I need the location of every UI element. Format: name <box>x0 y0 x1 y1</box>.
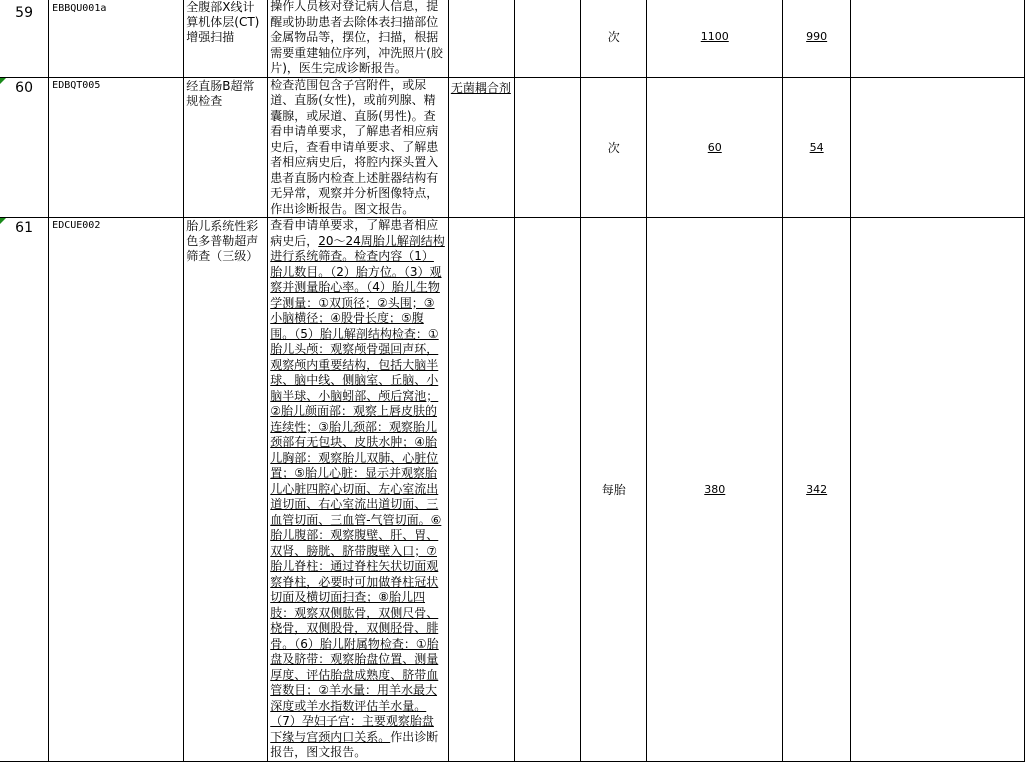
description-tail: 作出诊断报告，图文报告。 <box>270 729 439 759</box>
table-row[interactable] <box>0 218 1025 762</box>
empty-cell <box>851 0 1025 77</box>
item-code: EDBQT005 <box>49 77 184 218</box>
item-name: 胎儿系统性彩色多普勒超声筛查（三级） <box>184 218 268 762</box>
empty-cell <box>515 0 581 77</box>
empty-cell <box>851 218 1025 762</box>
item-description: 检查范围包含子宫附件，或尿道、直肠(女性)，或前列腺、精囊腺，或尿道、直肠(男性)。查看申请单要求，了解患者相应病史后，查看申请单要求、了解患者相应病史后，将腔内探头置入患者直肠内检查上述脏器结构有无异常，观察并分析图像特点，作出诊断报告。图文报告。 <box>268 77 449 218</box>
unit-cell: 每胎 <box>581 218 647 762</box>
item-code: EBBQU001a <box>49 0 184 77</box>
empty-cell <box>515 218 581 762</box>
row-number: 61 <box>0 218 49 762</box>
empty-cell <box>851 77 1025 218</box>
unit-cell: 次 <box>581 0 647 77</box>
excluded-content: 无菌耦合剂 <box>448 77 514 218</box>
price-discount-cell[interactable]: 342 <box>783 218 851 762</box>
table-row[interactable] <box>0 77 1025 218</box>
price-cell[interactable]: 60 <box>647 77 783 218</box>
item-name: 全腹部X线计算机体层(CT)增强扫描 <box>184 0 268 77</box>
unit-cell: 次 <box>581 77 647 218</box>
description-lead: 查看申请单要求，了解患者相应病史后， <box>270 218 439 248</box>
table-row[interactable] <box>0 0 1025 77</box>
item-description <box>268 218 449 762</box>
item-name: 经直肠B超常规检查 <box>184 77 268 218</box>
price-cell[interactable]: 1100 <box>647 0 783 77</box>
row-number: 60 <box>0 77 49 218</box>
row-number: 59 <box>0 0 49 77</box>
item-description: 操作人员核对登记病人信息，提醒或协助患者去除体表扫描部位金属物品等，摆位，扫描，根据需要重建轴位序列，冲洗照片(胶片)，医生完成诊断报告。 <box>268 0 449 77</box>
excluded-content <box>448 0 514 77</box>
excluded-content <box>448 218 514 762</box>
price-discount-cell[interactable]: 54 <box>783 77 851 218</box>
item-code: EDCUE002 <box>49 218 184 762</box>
description-body: 20～24周胎儿解剖结构进行系统筛查。检查内容（1）胎儿数目。（2）胎方位。（3）观察并测量胎心率。（4）胎儿生物学测量：①双顶径；②头围；③小脑横径；④股骨长度；⑤腹围。（5）胎儿解剖结构检查：①胎儿头颅：观察颅骨强回声环，观察颅内重要结构，包括大脑半球、脑中线、侧脑室、丘脑、小脑半球、小脑蚓部、颅后窝池；②胎儿颜面部：观察上唇皮肤的连续性；③胎儿颈部：观察胎儿颈部有无包块、皮肤水肿；④胎儿胸部：观察胎儿双肺、心脏位置；⑤胎儿心脏：显示并观察胎儿心脏四腔心切面、左心室流出道切面、右心室流出道切面、三血管切面、三血管-气管切面。⑥胎儿腹部：观察腹壁、肝、胃、双肾、膀胱、脐带腹壁入口；⑦胎儿脊柱：通过脊柱矢状切面观察脊柱，必要时可加做脊柱冠状切面及横切面扫查；⑧胎儿四肢：观察双侧肱骨，双侧尺骨、桡骨，双侧股骨，双侧胫骨、腓骨。（6）胎儿附属物检查：①胎盘及脐带：观察胎盘位置、测量厚度、评估胎盘成熟度、脐带血管数目；②羊水量：用羊水最大深度或羊水指数评估羊水量。（7）孕妇子宫：主要观察胎盘下缘与宫颈内口关系。 <box>270 233 445 744</box>
empty-cell <box>515 77 581 218</box>
price-cell[interactable]: 380 <box>647 218 783 762</box>
price-discount-cell[interactable]: 990 <box>783 0 851 77</box>
